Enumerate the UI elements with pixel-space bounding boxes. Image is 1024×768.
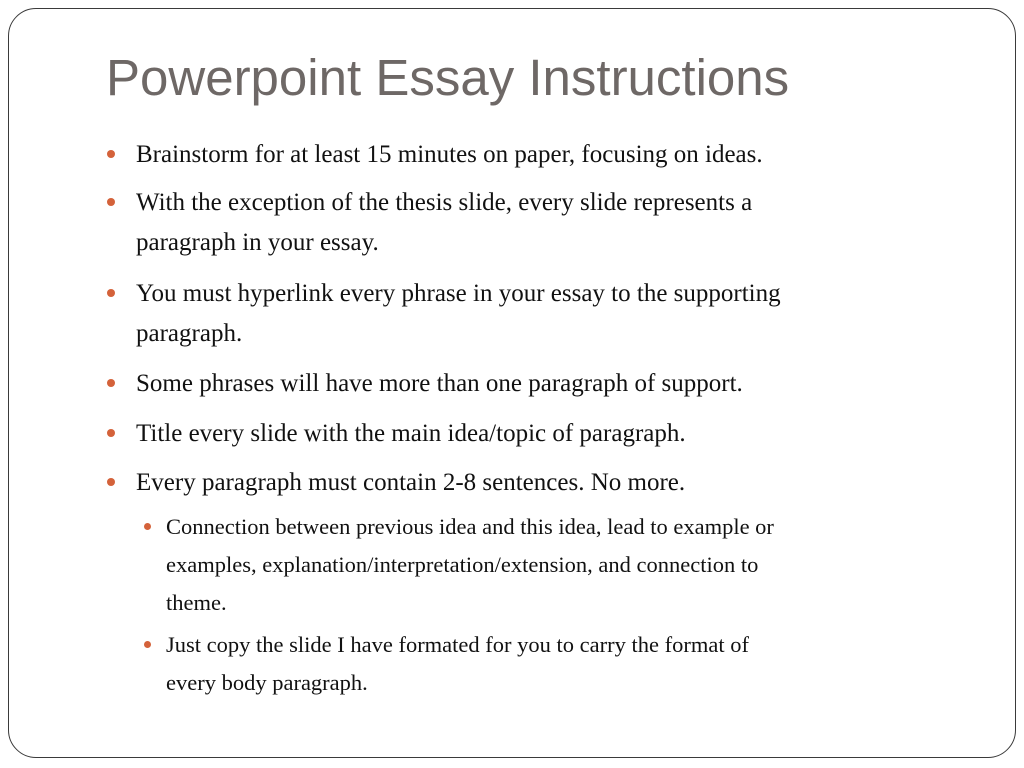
bullet-item-line: With the exception of the thesis slide, every slide represents a <box>136 189 753 216</box>
bullet-item-text <box>136 135 763 175</box>
bullet-item-line: You must hyperlink every phrase in your essay to the supporting <box>136 280 781 307</box>
bullet-item-text <box>136 364 743 404</box>
bullet-item-text <box>136 183 752 263</box>
slide-title: Powerpoint Essay Instructions <box>106 49 790 106</box>
sub-bullet-item-line: theme. <box>166 590 227 615</box>
bullet-icon <box>107 289 115 297</box>
sub-bullet-item-line: examples, explanation/interpretation/extension, and connection to <box>166 552 759 577</box>
sub-bullet-icon <box>144 523 151 530</box>
sub-bullet-item-text <box>166 508 774 622</box>
bullet-item-text <box>136 414 686 454</box>
bullet-icon <box>107 150 115 158</box>
bullet-icon <box>107 198 115 206</box>
sub-bullet-item-line: every body paragraph. <box>166 670 368 695</box>
bullet-item-line: Some phrases will have more than one paragraph of support. <box>136 370 743 397</box>
bullet-item-line: paragraph in your essay. <box>136 229 379 256</box>
sub-bullet-item-line: Connection between previous idea and this idea, lead to example or <box>166 514 774 539</box>
bullet-item-line: paragraph. <box>136 320 243 347</box>
bullet-item-text <box>136 463 685 503</box>
sub-bullet-icon <box>144 641 151 648</box>
bullet-item-line: Brainstorm for at least 15 minutes on paper, focusing on ideas. <box>136 141 763 168</box>
bullet-icon <box>107 429 115 437</box>
bullet-icon <box>107 379 115 387</box>
sub-bullet-item-text <box>166 626 749 702</box>
bullet-item-text <box>136 274 781 354</box>
sub-bullet-item-line: Just copy the slide I have formated for you to carry the format of <box>166 632 749 657</box>
bullet-item-line: Every paragraph must contain 2-8 sentences. No more. <box>136 469 686 496</box>
bullet-item-line: Title every slide with the main idea/topic of paragraph. <box>136 420 686 447</box>
bullet-icon <box>107 478 115 486</box>
